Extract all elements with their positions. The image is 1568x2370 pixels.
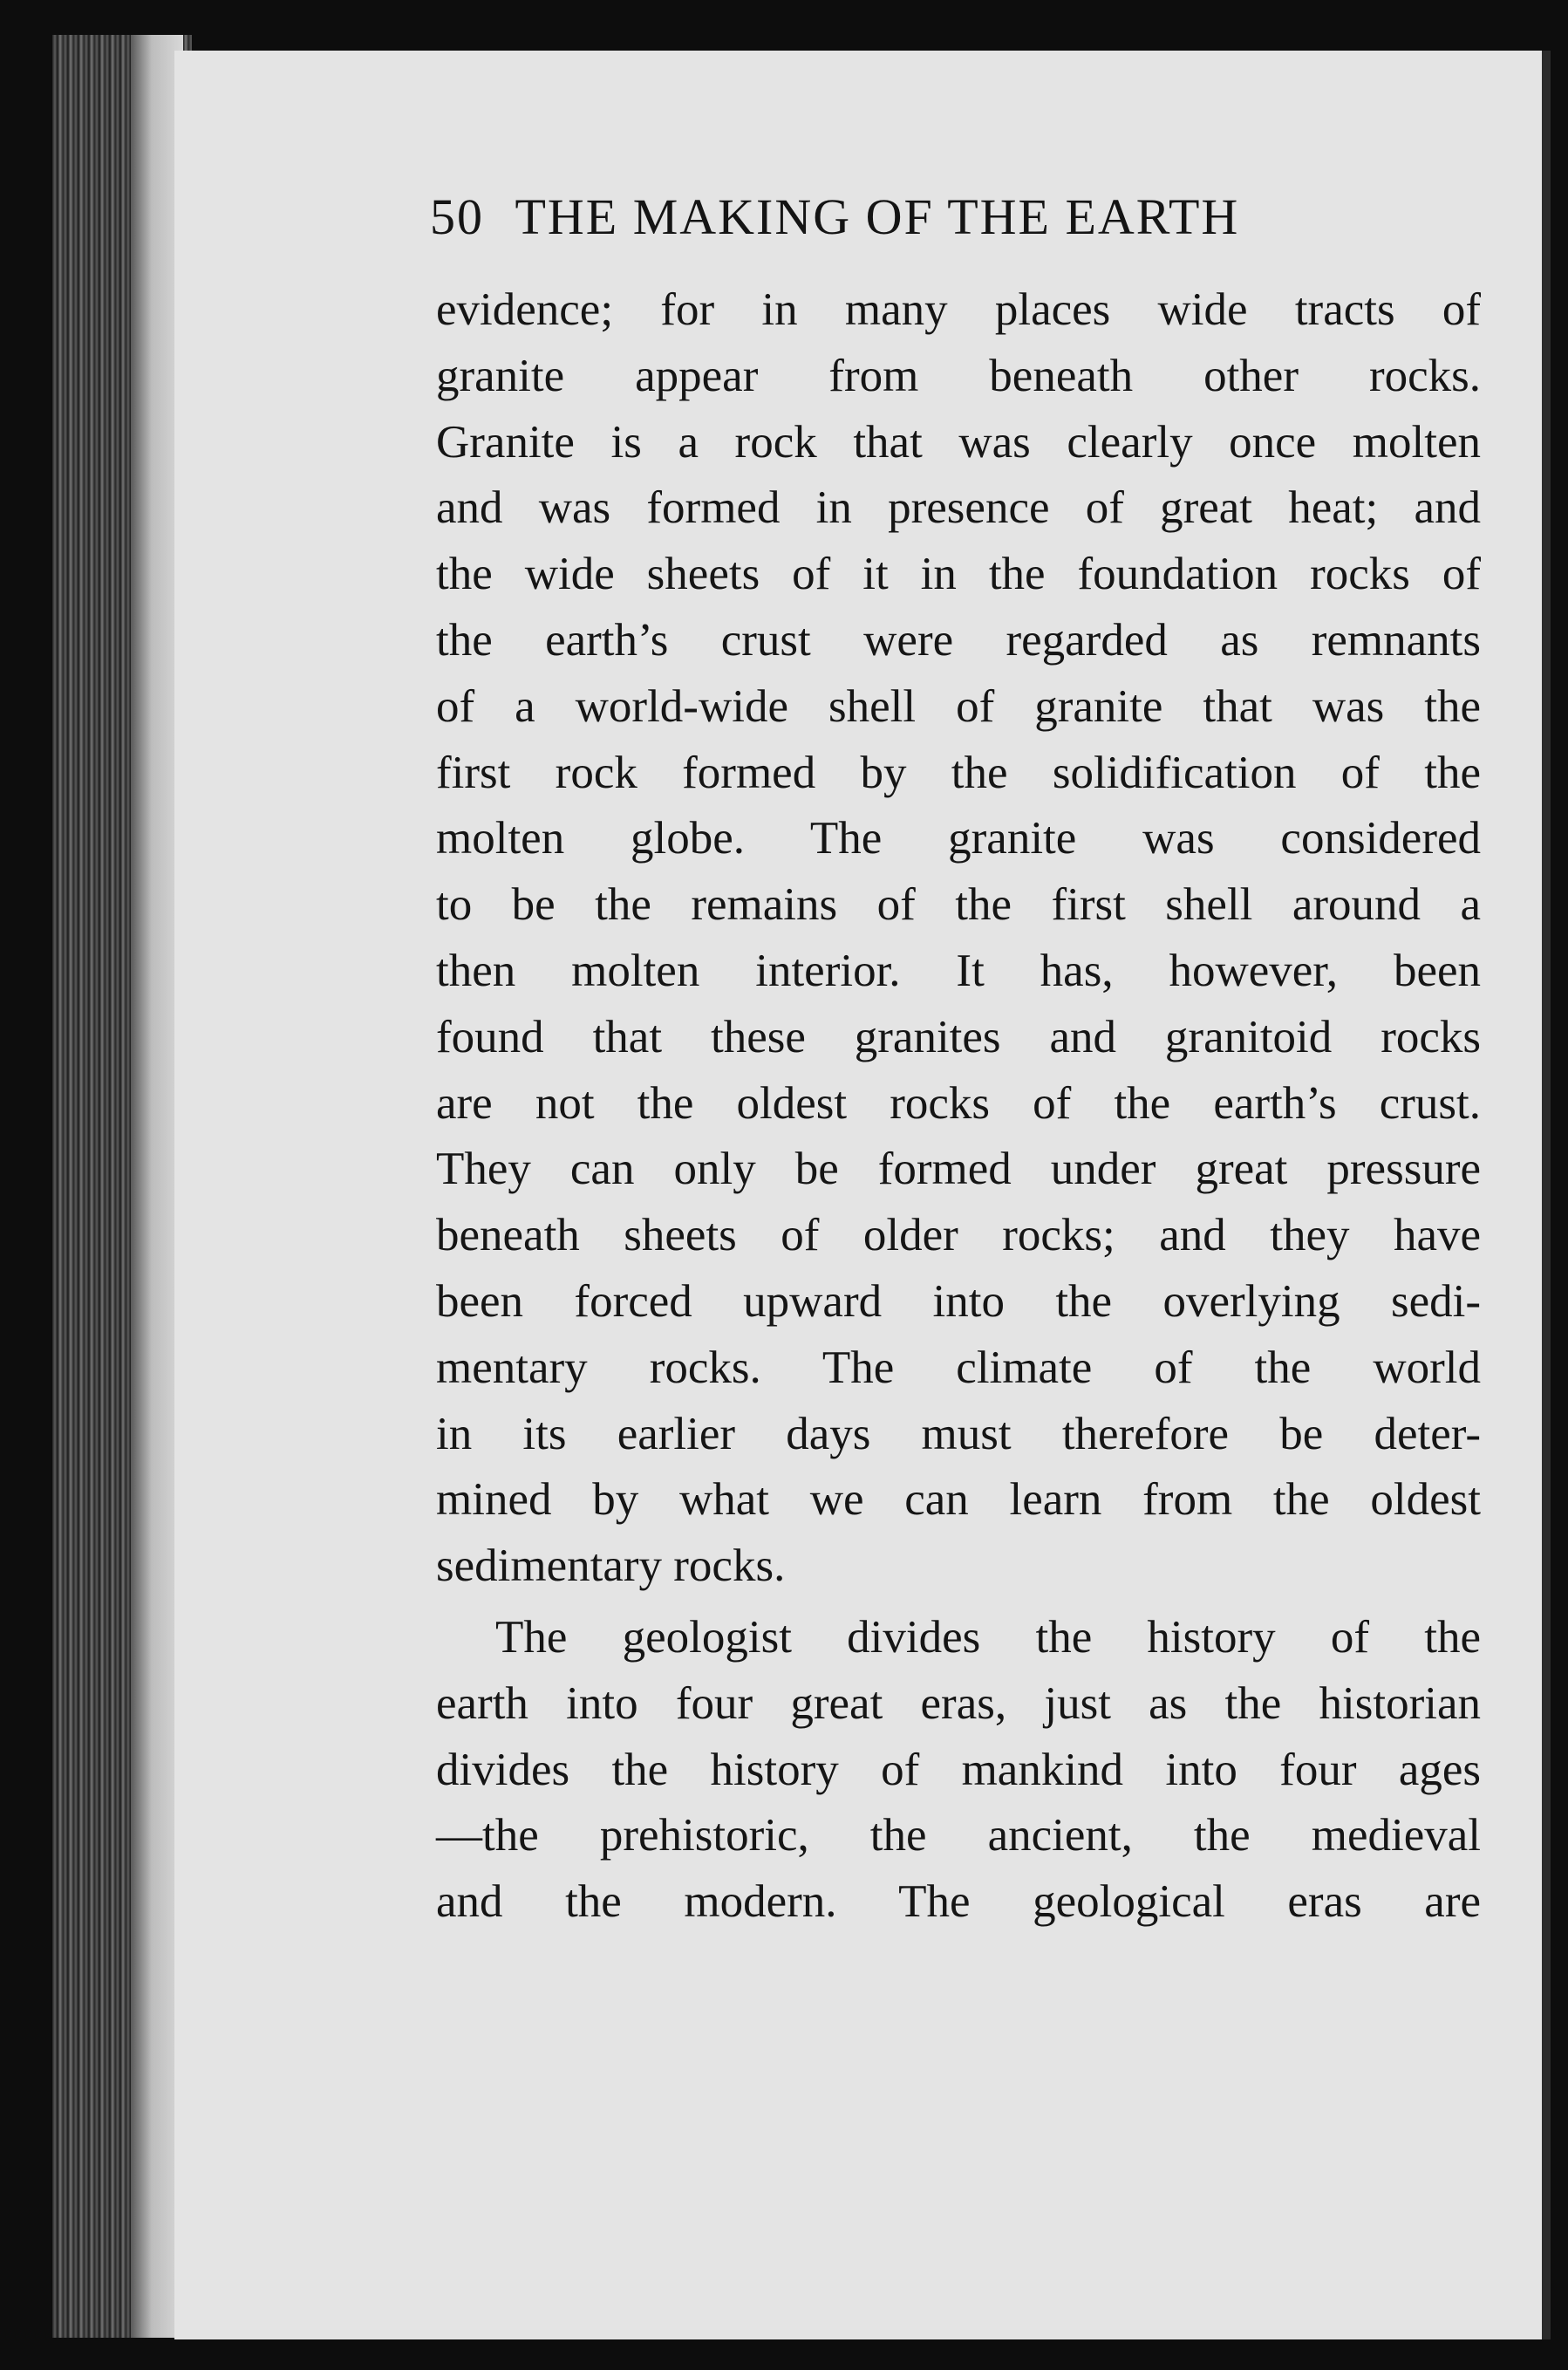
- text-line: evidence; for in many places wide tracts of: [436, 284, 1481, 335]
- text-line: are not the oldest rocks of the earth’s crust.: [436, 1077, 1481, 1129]
- paragraph: [436, 1605, 1481, 1936]
- text-line: mentary rocks. The climate of the world: [436, 1342, 1481, 1393]
- text-line: granite appear from beneath other rocks.: [436, 350, 1481, 401]
- running-title: THE MAKING OF THE EARTH: [515, 188, 1240, 245]
- text-line: first rock formed by the solidification of the: [436, 747, 1481, 798]
- text-line: found that these granites and granitoid rocks: [436, 1011, 1481, 1062]
- text-line: mined by what we can learn from the oldest: [436, 1474, 1481, 1526]
- text-line: Granite is a rock that was clearly once molten: [436, 416, 1481, 468]
- body-text: [436, 277, 1481, 1936]
- text-line: and was formed in presence of great heat; and: [436, 482, 1481, 534]
- text-line: —the prehistoric, the ancient, the medieval: [436, 1810, 1481, 1861]
- page-right-edge: [1542, 51, 1551, 2339]
- text-line: to be the remains of the first shell around a: [436, 879, 1481, 931]
- text-line: in its earlier days must therefore be deter-: [436, 1408, 1481, 1459]
- text-line: the wide sheets of it in the foundation rocks of: [436, 549, 1481, 600]
- text-line: then molten interior. It has, however, been: [436, 945, 1481, 996]
- text-line: earth into four great eras, just as the historian: [436, 1677, 1481, 1729]
- text-line: beneath sheets of older rocks; and they have: [436, 1210, 1481, 1261]
- text-line: sedimentary rocks.: [436, 1540, 786, 1592]
- text-line: the earth’s crust were regarded as remnants: [436, 614, 1481, 666]
- text-line: of a world-wide shell of granite that was the: [436, 680, 1481, 732]
- text-line: molten globe. The granite was considered: [436, 813, 1481, 864]
- page-number: 50: [430, 188, 484, 245]
- running-header: [430, 188, 1476, 246]
- text-line: They can only be formed under great pressure: [436, 1144, 1481, 1195]
- text-line: and the modern. The geological eras are: [436, 1876, 1481, 1928]
- text-line: The geologist divides the history of the: [495, 1611, 1481, 1663]
- text-line: been forced upward into the overlying sedi-: [436, 1275, 1481, 1327]
- text-line: divides the history of mankind into four ages: [436, 1744, 1481, 1795]
- paragraph: [436, 277, 1481, 1600]
